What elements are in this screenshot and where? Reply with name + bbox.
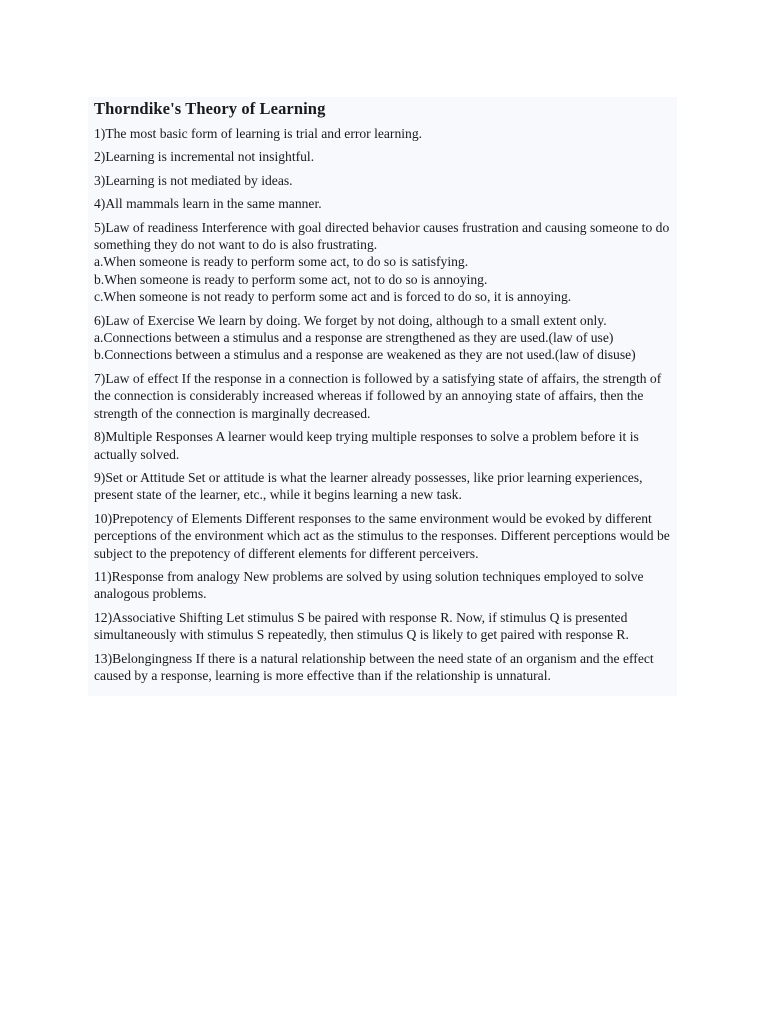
paragraph-line: 4)All mammals learn in the same manner. <box>94 196 322 212</box>
paragraph-7 <box>94 370 677 422</box>
paragraph-line: 9)Set or Attitude Set or attitude is what the learner already possesses, like prior learning experiences, present state of the learner, etc., while it begins learning a new task. <box>94 469 643 503</box>
paragraph-2 <box>94 148 677 165</box>
paragraph-line: 13)Belongingness If there is a natural relationship between the need state of an organism and the effect caused by a response, learning is more effective than if the relationship is unnatural. <box>94 650 654 683</box>
paragraph-line: 10)Prepotency of Elements Different responses to the same environment would be evoked by different perceptions of the environment which act as the stimulus to the responses. Different perceptions would be subject to the prepotency of different elements for different perceivers. <box>94 510 670 561</box>
paragraph-line: 3)Learning is not mediated by ideas. <box>94 172 293 188</box>
paragraph-line: 12)Associative Shifting Let stimulus S be paired with response R. Now, if stimulus Q is presented simultaneously with stimulus S repeatedly, then stimulus Q is likely to get paired with response R. <box>94 609 629 643</box>
paragraph-8 <box>94 428 677 463</box>
paragraph-line: 2)Learning is incremental not insightful. <box>94 149 315 165</box>
paragraph-line: 5)Law of readiness Interference with goal directed behavior causes frustration and causing someone to do something they do not want to do is also frustrating. <box>94 219 670 253</box>
paragraph-1 <box>94 125 677 142</box>
paragraph-13 <box>94 650 677 685</box>
paragraph-subitem: a.When someone is ready to perform some act, to do so is satisfying. <box>94 254 469 270</box>
paragraph-line: 6)Law of Exercise We learn by doing. We forget by not doing, although to a small extent only. <box>94 312 607 328</box>
paragraph-10 <box>94 510 677 562</box>
paragraph-subitem: c.When someone is not ready to perform some act and is forced to do so, it is annoying. <box>94 289 572 305</box>
paragraph-subitem: b.Connections between a stimulus and a response are weakened as they are not used.(law of disuse) <box>94 347 636 363</box>
paragraph-11 <box>94 568 677 603</box>
paragraph-4 <box>94 195 677 212</box>
paragraph-6 <box>94 312 677 364</box>
paragraph-line: 11)Response from analogy New problems are solved by using solution techniques employed to solve analogous problems. <box>94 568 644 602</box>
paragraph-9 <box>94 469 677 504</box>
paragraph-line: 8)Multiple Responses A learner would keep trying multiple responses to solve a problem before it is actually solved. <box>94 429 639 462</box>
paragraph-12 <box>94 609 677 644</box>
paragraph-subitem: b.When someone is ready to perform some act, not to do so is annoying. <box>94 271 488 287</box>
paragraph-line: 1)The most basic form of learning is trial and error learning. <box>94 126 423 141</box>
document-title: Thorndike's Theory of Learning <box>94 99 326 118</box>
paragraph-subitem: a.Connections between a stimulus and a response are strengthened as they are used.(law of use) <box>94 330 614 346</box>
paragraph-line: 7)Law of effect If the response in a connection is followed by a satisfying state of affairs, the strength of the connection is considerably increased whereas if followed by an annoying state of affairs, then the strength of the connection is marginally decreased. <box>94 370 662 421</box>
paragraph-5 <box>94 219 677 306</box>
document-content <box>88 97 677 696</box>
paragraph-3 <box>94 172 677 189</box>
